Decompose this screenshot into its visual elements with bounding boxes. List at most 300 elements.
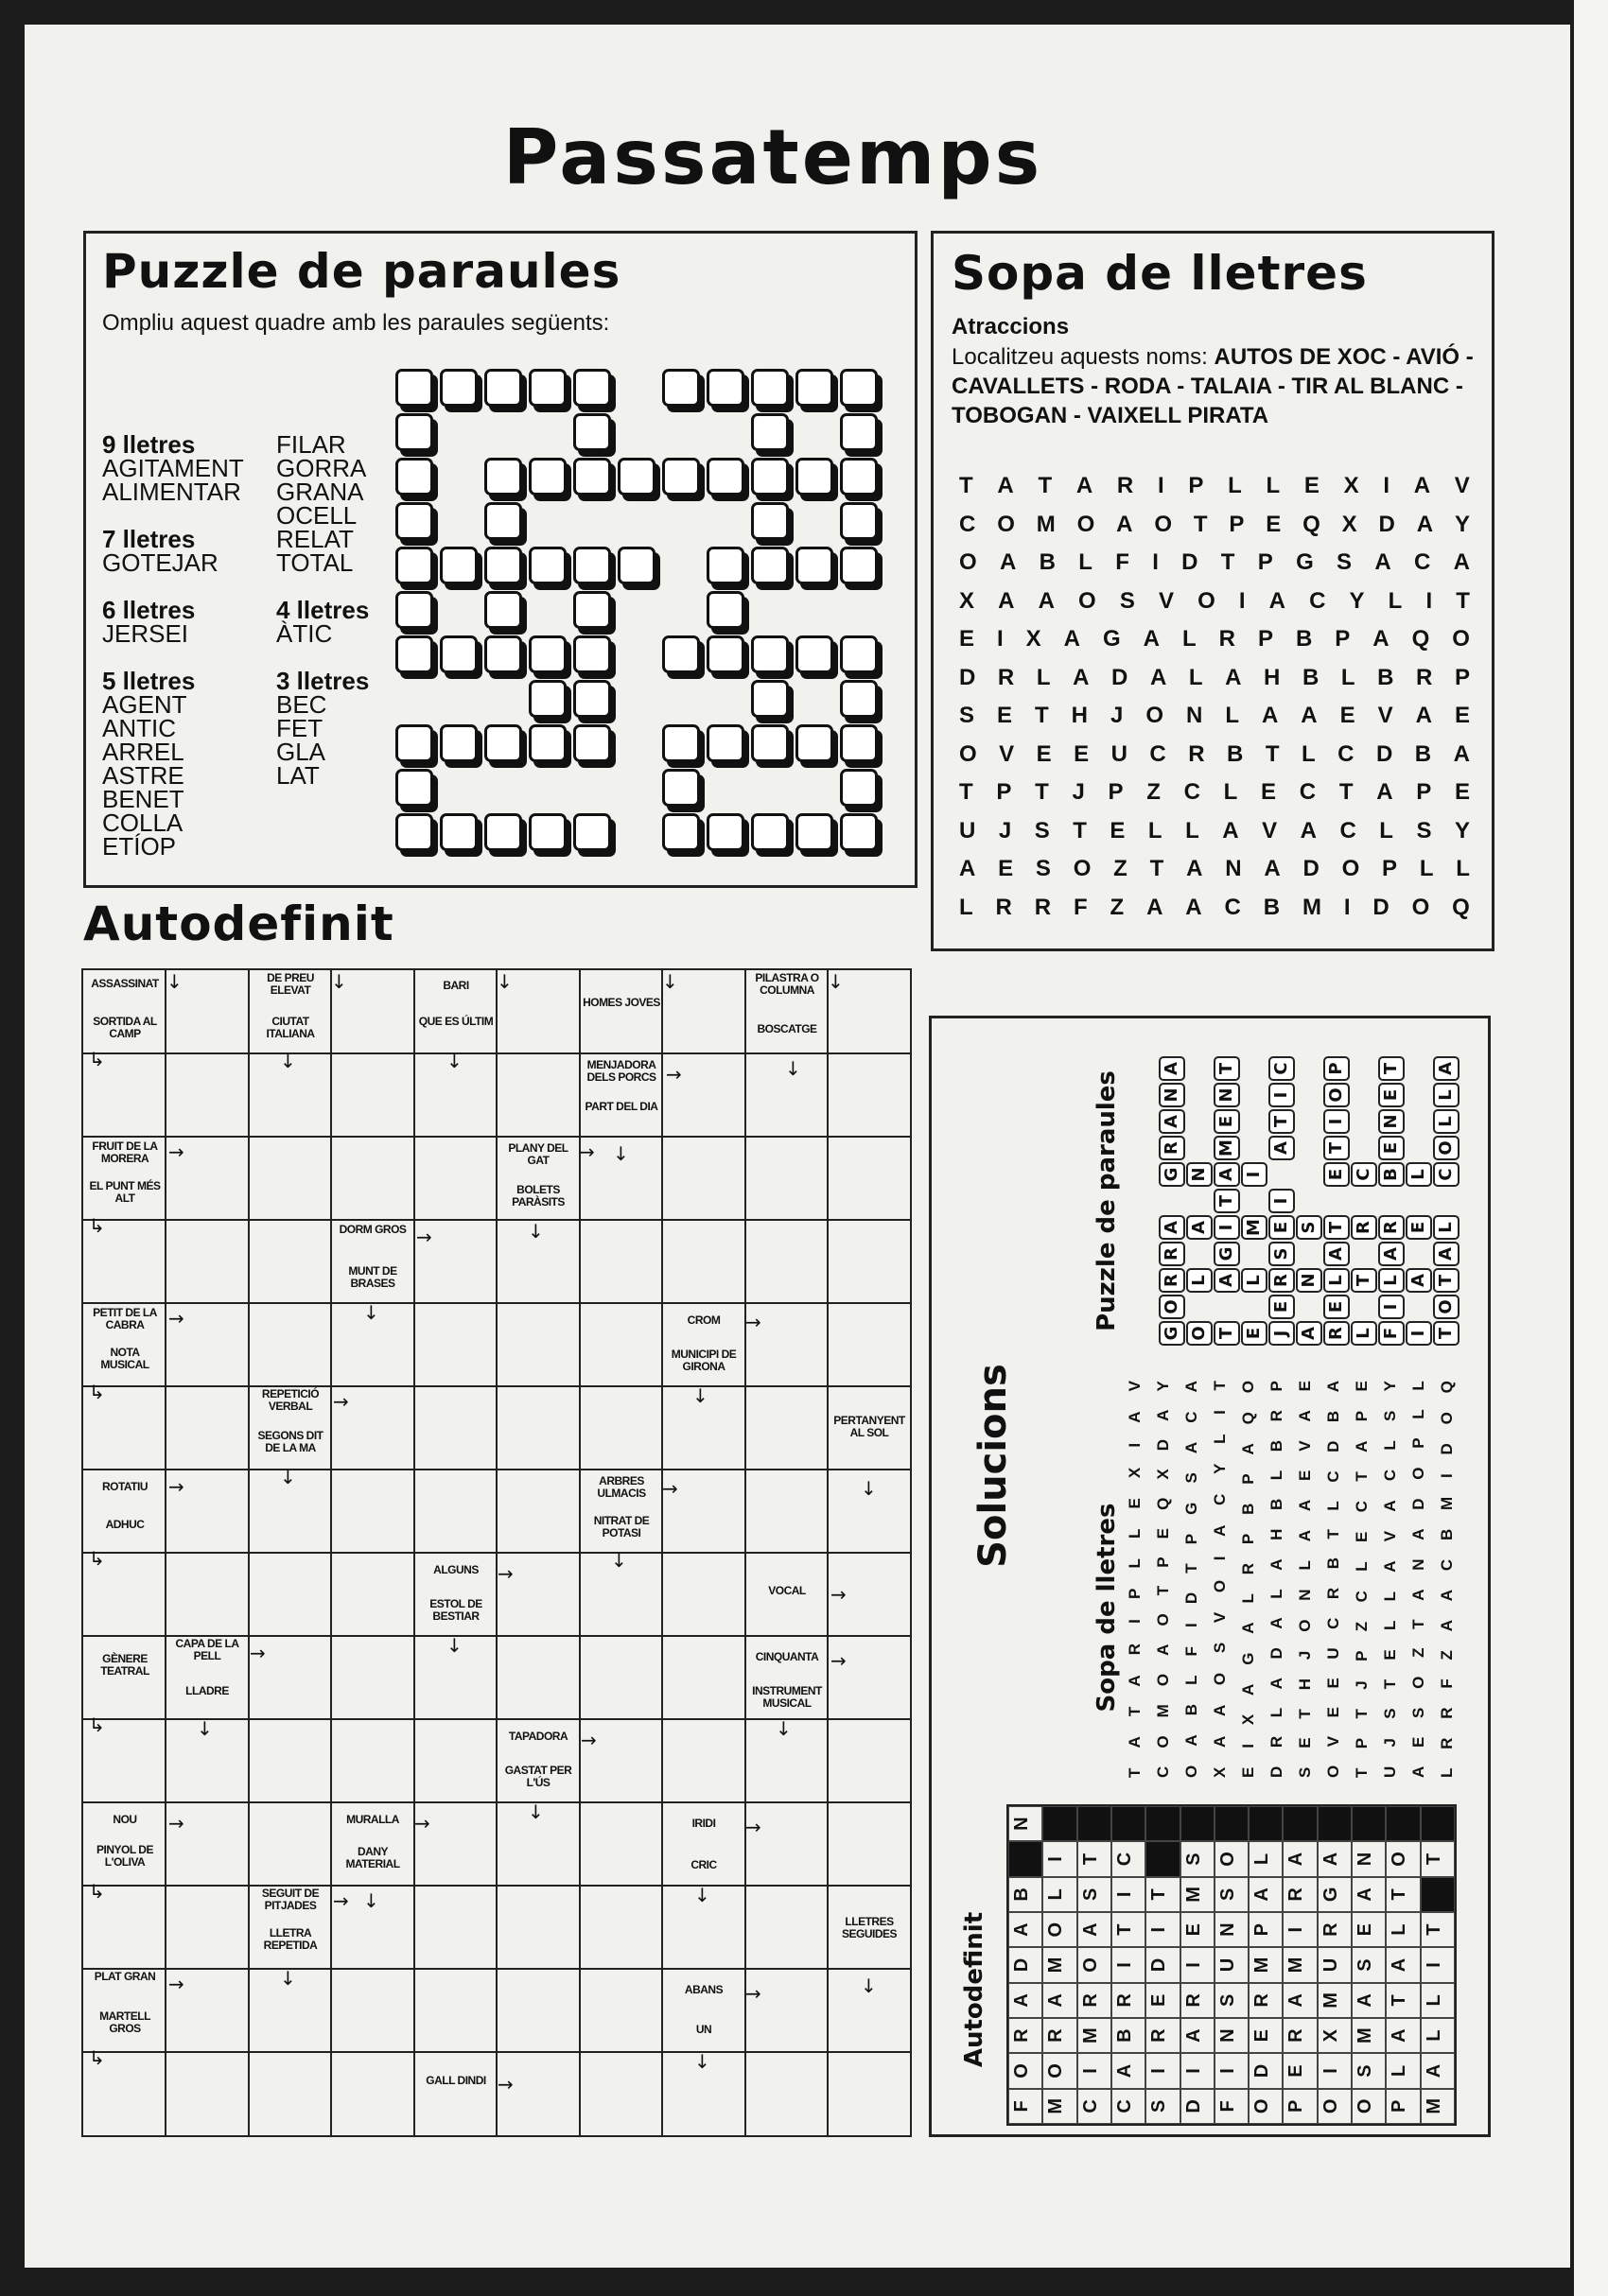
solution-autodefinit-cell: R [1042,2018,1076,2053]
solution-wordsearch-letter: I [1239,1744,1257,1748]
word-search-letter: I [1152,549,1159,575]
solution-wordsearch-letter: A [1182,1441,1200,1454]
solution-wordsearch-letter: L [1211,1434,1229,1444]
crossword-clue: NOTA MUSICAL [100,1346,149,1371]
solution-autodefinit-cell: A [1352,1877,1386,1912]
solution-wordsearch-letter: A [1296,1410,1314,1422]
solution-wordsearch-letter: A [1296,1529,1314,1542]
solution-autodefinit-cell: A [1283,1983,1317,2018]
crossword-clue: NITRAT DE POTASI [593,1514,650,1539]
puzzle-cell [795,369,833,407]
arrow-right-icon: → [168,1475,184,1498]
word: FILAR [276,430,346,459]
solution-wordsearch-letter: A [1126,1675,1144,1687]
word-search-letter: A [1372,626,1390,652]
word-list-right [276,430,370,790]
puzzle-cell [795,724,833,762]
crossword-clue: ABANS [684,1983,724,1996]
solution-autodefinit-cell: T [1077,1841,1111,1876]
puzzle-cell [707,369,744,407]
solution-wordsearch-letter: J [1353,1680,1371,1690]
solution-wordsearch-row [1126,1381,1154,1778]
word-search-letter: T [1220,549,1235,575]
crossword-clue: CRIC [690,1858,717,1871]
solution-autodefinit-cell: D [1180,2089,1215,2124]
word-search-letter: Q [1452,894,1470,920]
solution-puzzle-letter: L [1378,1268,1405,1293]
word-search-letter: E [1261,779,1277,805]
word-search-letter: O [1076,511,1095,537]
puzzle-cell [573,458,611,496]
solution-puzzle-letter: P [1323,1056,1350,1081]
word-search-letter: A [1146,894,1163,920]
word-search-letter: B [1414,740,1432,767]
solution-wordsearch-letter: B [1239,1503,1257,1515]
attraction-names: AUTOS DE XOC - AVIÓ - CAVALLETS - RODA - TALAIA - TIR AL BLANC - TOBOGAN - VAIXELL PIRATA [952,344,1474,428]
solution-autodefinit-cell: R [1249,1983,1283,2018]
word-search-letter: O [1145,703,1163,728]
solution-wordsearch-letter: A [1239,1683,1257,1696]
crossword-clue: ALGUNS [433,1563,479,1576]
solution-wordsearch-letter: A [1154,1644,1172,1656]
solution-puzzle-letter: C [1351,1162,1377,1187]
arrow-down-icon: ↓ [611,1549,627,1572]
puzzle-cell [662,369,700,407]
solution-puzzle-letter: L [1323,1268,1350,1293]
word-search-letter: P [1257,626,1273,652]
solution-wordsearch-letter: T [1409,1619,1427,1629]
solution-puzzle-letter: C [1268,1056,1295,1081]
solution-autodefinit-cell: O [1042,2053,1076,2088]
solution-puzzle-letter: A [1433,1056,1459,1081]
group-header: 6 lletres [102,596,196,624]
group-header: 9 lletres [102,430,196,459]
solution-wordsearch-letter: E [1409,1736,1427,1748]
word-search-letter: F [1115,549,1129,575]
solution-autodefinit-cell: C [1111,2089,1145,2124]
word-search-letter: L [1419,856,1434,881]
arrow-down-icon: ↓ [197,1717,213,1740]
word-search-letter: A [1300,817,1317,844]
word-search-letter: T [959,473,973,498]
solution-autodefinit-cell: I [1111,1877,1145,1912]
group-header: 3 lletres [276,667,370,695]
puzzle-cell [707,813,744,851]
word-search-row [959,626,1470,652]
word-search-letter: A [1264,856,1281,881]
solution-wordsearch-letter: Z [1438,1650,1456,1661]
solution-wordsearch-letter: O [1154,1673,1172,1687]
crossword-clue: LLETRES SEGUIDES [841,1915,897,1940]
puzzle-cell [484,813,522,851]
solution-wordsearch-letter: R [1239,1562,1257,1575]
solution-wordsearch-row [1182,1381,1211,1778]
solution-puzzle-letter: I [1241,1162,1267,1187]
puzzle-cell [751,547,789,584]
word: GLA [276,738,326,766]
solution-wordsearch-letter: B [1324,1410,1342,1423]
arrow-down-icon: ↓ [363,1301,379,1324]
word-search-letter: P [1108,779,1124,805]
word-search-letter: D [1111,664,1128,690]
solution-wordsearch-letter: P [1239,1533,1257,1545]
word-search-letter: E [1339,703,1355,728]
solution-wordsearch-letter: S [1182,1472,1200,1484]
arrow-down-icon: ↓ [694,1884,710,1906]
solution-wordsearch-letter: A [1211,1524,1229,1537]
word-search-letter: S [1119,587,1135,614]
word: COLLA [102,809,184,837]
puzzle-cell [395,369,433,407]
word: AGITAMENT [102,454,244,482]
word-search-letter: P [1229,511,1245,537]
solution-puzzle-letter: I [1323,1109,1350,1134]
word-search-letter: R [1034,894,1052,920]
solution-autodefinit-cell: T [1421,1912,1455,1947]
solution-autodefinit-cell: S [1180,1841,1215,1876]
solution-autodefinit-cell: O [1352,2089,1386,2124]
puzzle-cell [440,813,478,851]
solution-autodefinit-cell: P [1249,1912,1283,1947]
solution-wordsearch-letter: R [1438,1707,1456,1719]
word: BEC [276,690,327,719]
word-search-letter: X [1341,511,1357,537]
solution-autodefinit-cell: O [1386,1841,1420,1876]
word-search-letter: C [1339,817,1356,844]
solution-puzzle-letter: T [1268,1109,1295,1134]
word-search-row [959,741,1470,768]
puzzle-cell [751,813,789,851]
arrow-right-icon: ↳ [89,1048,105,1070]
word-search-letter: C [1149,740,1166,767]
word-search-letter: V [1454,473,1470,498]
word: GORRA [276,454,367,482]
solution-autodefinit-cell: L [1386,1912,1420,1947]
puzzle-cell [840,813,878,851]
word-search-letter: V [1262,817,1278,844]
solution-autodefinit-cell: L [1042,1877,1076,1912]
solution-puzzle-letter: L [1351,1321,1377,1346]
word-search-letter: L [1379,817,1393,844]
solution-wordsearch-letter: C [1353,1591,1371,1603]
solution-autodefinit-cell: L [1386,2053,1420,2088]
solution-autodefinit-cell: F [1008,2089,1042,2124]
solution-wordsearch-letter: L [1267,1707,1285,1718]
puzzle-cell [662,458,700,496]
solution-puzzle-row [1405,1044,1432,1347]
puzzle-cell [751,502,789,540]
puzzle-cell [573,724,611,762]
puzzle-cell [573,413,611,451]
word-search-letter: B [1302,664,1320,690]
solutions-wordsearch-grid [1126,1381,1466,1778]
word-search-grid [959,473,1470,927]
word-search-letter: E [959,626,975,652]
word-search-letter: P [1416,779,1432,805]
page-title: Passatemps [502,113,1043,201]
solution-wordsearch-letter: A [1182,1734,1200,1747]
puzzle-cell [395,635,433,673]
arrow-right-icon: → [168,1307,184,1330]
crossword-clue: NOU [113,1813,137,1826]
solution-wordsearch-letter: O [1211,1579,1229,1593]
word-search-letter: O [959,740,977,767]
arrow-right-icon: → [250,1642,266,1664]
solution-puzzle-letter: C [1433,1162,1459,1187]
solution-wordsearch-letter: D [1438,1443,1456,1455]
puzzle-cell [662,813,700,851]
solution-puzzle-letter: S [1268,1242,1295,1266]
solution-autodefinit-cell [1421,1806,1455,1841]
word-search-letter: T [1073,817,1087,844]
solution-wordsearch-letter: A [1296,1499,1314,1512]
arrow-down-icon: ↓ [861,1477,877,1500]
solution-wordsearch-letter: E [1353,1531,1371,1542]
solution-autodefinit-cell: O [1249,2089,1283,2124]
solution-autodefinit-cell: P [1283,2089,1317,2124]
puzzle-cell [840,369,878,407]
arrow-down-icon: ↓ [446,1050,463,1072]
crossword-clue: ESTOL DE BESTIAR [429,1597,482,1623]
solution-puzzle-letter: M [1214,1136,1240,1160]
solution-puzzle-letter: N [1296,1268,1322,1293]
word-search-letter: S [1337,549,1353,575]
word: JERSEI [102,619,189,648]
solution-puzzle-letter: L [1241,1268,1267,1293]
crossword-clue: MUNT DE BRASES [348,1264,397,1290]
puzzle-cell [529,547,567,584]
solution-puzzle-letter: N [1186,1162,1213,1187]
solution-puzzle-letter: O [1433,1295,1459,1319]
solution-wordsearch-letter: T [1126,1706,1144,1717]
arrow-down-icon: ↓ [331,970,347,993]
solution-puzzle-letter: L [1406,1162,1432,1187]
solution-wordsearch-letter: F [1182,1646,1200,1657]
arrow-right-icon: → [666,1063,682,1086]
word-search-row [959,473,1470,499]
puzzle-cell [529,680,567,718]
solution-wordsearch-row [1409,1381,1438,1778]
solution-puzzle-letter: I [1214,1215,1240,1240]
solution-wordsearch-letter: F [1438,1679,1456,1689]
crossword-clue: PETIT DE LA CABRA [93,1306,157,1331]
solution-autodefinit-cell: B [1008,1877,1042,1912]
solution-autodefinit-cell: N [1352,1841,1386,1876]
solution-puzzle-letter: R [1378,1215,1405,1240]
solution-wordsearch-letter: I [1126,1619,1144,1624]
word-search-letter: L [1181,626,1197,652]
word-search-letter: O [959,549,977,575]
word-search-letter: O [1341,856,1360,881]
solution-puzzle-letter: T [1323,1215,1350,1240]
solution-autodefinit-cell [1421,1877,1455,1912]
puzzle-cell [484,591,522,629]
solution-autodefinit-cell: S [1215,1983,1249,2018]
solution-wordsearch-letter: R [1324,1587,1342,1600]
word-search-letter: J [1072,779,1085,805]
solution-wordsearch-letter: M [1438,1496,1456,1510]
word-search-letter: X [1025,626,1041,652]
crossword-clue: QUE ES ÚLTIM [418,1015,494,1028]
puzzle-cell [662,635,700,673]
word-search-letter: N [1185,703,1203,728]
solution-puzzle-letter: T [1323,1136,1350,1160]
word-search-letter: L [1036,664,1051,690]
word-search-letter: L [1223,779,1238,805]
solution-puzzle-letter: G [1159,1321,1185,1346]
word-search-letter: D [1375,740,1393,767]
word: FET [276,714,323,742]
word: ASTRE [102,761,184,790]
crossword-clue: BARI [443,979,469,992]
solution-wordsearch-letter: A [1381,1500,1399,1512]
puzzle-cell [840,635,878,673]
solution-puzzle-letter: E [1268,1295,1295,1319]
solution-puzzle-letter: L [1433,1215,1459,1240]
crossword-clue: MARTELL GROS [99,2009,150,2035]
solution-wordsearch-letter: L [1126,1528,1144,1539]
solution-wordsearch-letter: L [1438,1767,1456,1778]
solution-wordsearch-letter: Q [1438,1381,1456,1394]
solution-autodefinit-cell: I [1180,1947,1215,1982]
word-search-letter: L [1228,473,1242,498]
solution-wordsearch-letter: B [1267,1498,1285,1511]
solution-puzzle-row [1213,1044,1240,1347]
solution-wordsearch-letter: M [1154,1704,1172,1718]
solution-wordsearch-letter: V [1381,1530,1399,1542]
arrow-right-icon: → [498,1562,514,1585]
arrow-down-icon: ↓ [694,2050,710,2073]
solution-wordsearch-letter: S [1381,1708,1399,1719]
word: TOTAL [276,548,354,577]
word-search-letter: O [1452,626,1470,652]
word-list-left [102,430,244,861]
crossword-clue: DE PREU ELEVAT [267,971,314,997]
solution-puzzle-row [1240,1044,1267,1347]
word-search-letter: D [1372,894,1390,920]
word-search-letter: X [1343,473,1359,498]
solution-puzzle-letter: E [1378,1083,1405,1107]
puzzle-cell [840,680,878,718]
crossword-lines [83,970,910,2135]
solution-puzzle-letter: A [1159,1109,1185,1134]
solution-puzzle-row [1267,1044,1295,1347]
solution-wordsearch-row [1239,1381,1267,1778]
word-search-letter: R [1218,626,1235,652]
arrow-down-icon: ↓ [861,1974,877,1997]
word-search-letter: T [959,779,973,805]
solution-wordsearch-letter: B [1182,1704,1200,1716]
solution-puzzle-letter: L [1186,1268,1213,1293]
solution-autodefinit-cell: O [1077,1947,1111,1982]
puzzle-cell [529,813,567,851]
solution-wordsearch-letter: I [1182,1623,1200,1627]
word-search-letter: R [1116,473,1134,498]
crossword-clue: PINYOL DE L'OLIVA [96,1843,153,1869]
puzzle-cell [662,724,700,762]
word-search-letter: L [1301,740,1316,767]
puzzle-cell [573,369,611,407]
solution-autodefinit-cell: F [1215,2089,1249,2124]
solution-puzzle-letter: I [1378,1295,1405,1319]
solution-autodefinit-cell: S [1215,1877,1249,1912]
crossword-clue: SEGUIT DE PITJADES [261,1887,320,1912]
solution-autodefinit-cell [1145,1841,1180,1876]
solution-autodefinit-cell: I [1318,2053,1352,2088]
solution-wordsearch-letter: B [1324,1557,1342,1570]
word-search-letter: C [1224,894,1241,920]
word-search-letter: O [997,511,1015,537]
solution-wordsearch-letter: L [1296,1560,1314,1571]
puzzle-cell [795,813,833,851]
solution-wordsearch-letter: L [1381,1620,1399,1630]
solution-wordsearch-row [1211,1381,1239,1778]
solution-wordsearch-letter: E [1381,1649,1399,1661]
word-search-letter: M [1302,894,1321,920]
solutions-wordsearch-wrap [1126,1381,1466,1778]
solution-wordsearch-letter: S [1296,1766,1314,1778]
solution-wordsearch-letter: L [1409,1409,1427,1419]
solution-puzzle-letter: A [1214,1162,1240,1187]
word-search-letter: A [1453,740,1470,767]
word-search-letter: A [999,549,1017,575]
solution-puzzle-letter: A [1323,1242,1350,1266]
word: ETÍOP [102,832,177,861]
solution-autodefinit-cell: M [1180,1877,1215,1912]
word: ANTIC [102,714,176,742]
word-search-letter: B [1295,626,1313,652]
word-search-letter: A [1038,587,1055,614]
word-search-letter: B [1377,664,1394,690]
solution-autodefinit-cell [1180,1806,1215,1841]
puzzle-cell [395,813,433,851]
solution-autodefinit-cell: E [1249,2018,1283,2053]
word-search-letter: B [1263,894,1281,920]
solution-wordsearch-letter: I [1211,1556,1229,1561]
solution-puzzle-letter: E [1241,1321,1267,1346]
solution-wordsearch-letter: C [1182,1411,1200,1423]
solution-autodefinit-cell: D [1145,1947,1180,1982]
solution-wordsearch-letter: A [1438,1589,1456,1602]
word-search-letter: F [1073,894,1088,920]
arrow-right-icon: ↳ [89,1713,105,1736]
solution-wordsearch-letter: A [1409,1589,1427,1601]
word-search-letter: A [1186,856,1203,881]
solution-wordsearch-letter: C [1381,1469,1399,1482]
solution-wordsearch-letter: O [1211,1672,1229,1686]
solution-wordsearch-letter: A [1211,1735,1229,1748]
word-search-letter: A [1413,473,1431,498]
solution-wordsearch-row [1353,1381,1381,1778]
group-header: 4 lletres [276,596,370,624]
puzzle-cell [795,458,833,496]
solution-wordsearch-letter: E [1296,1381,1314,1392]
word-search-letter: U [1110,740,1127,767]
solution-autodefinit-cell: T [1386,1877,1420,1912]
puzzle-cell [751,413,789,451]
solution-wordsearch-letter: C [1353,1501,1371,1513]
solution-wordsearch-letter: R [1126,1643,1144,1656]
solution-puzzle-letter: A [1186,1215,1213,1240]
word-search-letter: A [1415,703,1432,728]
solution-puzzle-letter: E [1323,1295,1350,1319]
solution-autodefinit-cell: R [1111,1983,1145,2018]
solution-puzzle-letter: T [1214,1189,1240,1213]
solution-autodefinit-cell: M [1318,1983,1352,2018]
solution-puzzle-letter: T [1378,1056,1405,1081]
solution-wordsearch-letter: R [1267,1735,1285,1748]
solution-wordsearch-letter: P [1239,1473,1257,1485]
